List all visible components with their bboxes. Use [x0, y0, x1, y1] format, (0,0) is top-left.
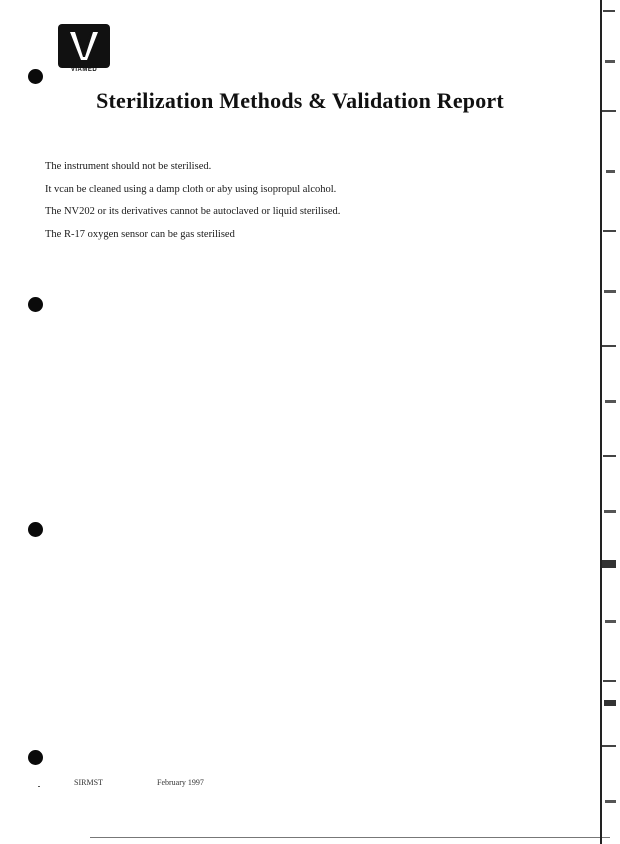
scan-noise — [600, 0, 620, 844]
body-line: The instrument should not be sterilised. — [45, 161, 212, 172]
scan-edge-artifact — [598, 0, 620, 844]
footer-mark — [38, 786, 40, 787]
bottom-rule — [90, 837, 610, 838]
viamed-logo — [58, 24, 110, 76]
body-text — [45, 156, 340, 246]
body-line: It vcan be cleaned using a damp cloth or aby using isopropul alcohol. — [45, 183, 337, 195]
page-title: Sterilization Methods & Validation Report — [96, 88, 504, 113]
body-line: The R-17 oxygen sensor can be gas sterilised — [45, 228, 235, 240]
punch-hole — [28, 69, 43, 84]
logo-v-icon — [68, 30, 100, 62]
footer-date: February 1997 — [157, 778, 204, 787]
punch-hole — [28, 297, 43, 312]
punch-hole — [28, 522, 43, 537]
punch-hole — [28, 750, 43, 765]
logo-wordmark: VIAMED — [70, 67, 98, 73]
body-line: The NV202 or its derivatives cannot be autoclaved or liquid sterilised. — [45, 206, 341, 217]
footer-reference: SIRMST — [74, 778, 103, 787]
logo-mark — [58, 24, 110, 68]
